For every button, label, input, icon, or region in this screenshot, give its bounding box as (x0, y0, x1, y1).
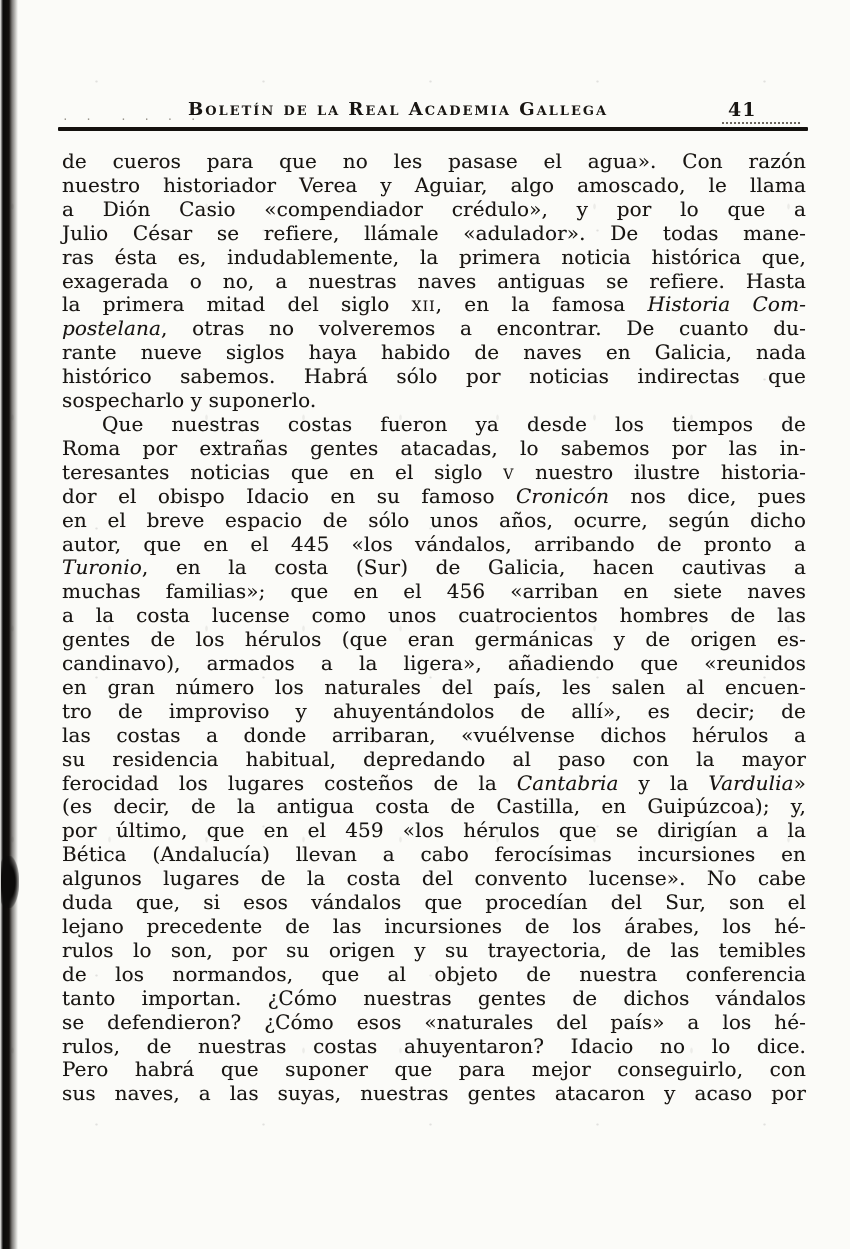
text-segment: nos dice, pues (609, 483, 806, 508)
running-head-title: Boletín de la Real Academia Gallega (188, 99, 609, 120)
text-segment: Roma por extrañas gentes atacadas, lo sabemos por las in- (62, 435, 806, 460)
text-line (62, 652, 806, 676)
text-line (62, 1058, 806, 1082)
text-line (62, 341, 806, 365)
text-line (62, 772, 806, 796)
text-segment: exagerada o no, a nuestras naves antiguas se refiere. Hasta (62, 268, 806, 293)
text-line (62, 724, 806, 748)
text-segment: ferocidad los lugares costeños de la (62, 770, 517, 795)
text-line (62, 1011, 806, 1035)
text-line (62, 700, 806, 724)
text-line (62, 198, 806, 222)
text-segment: rante nueve siglos haya habido de naves en Galicia, nada (62, 340, 806, 365)
text-segment: de cueros para que no les pasase el agua». Con razón (62, 149, 806, 173)
text-line (62, 389, 806, 413)
text-line (62, 676, 806, 700)
text-segment: lejano precedente de las incursiones de los árabes, los hé- (62, 914, 806, 938)
text-line (62, 748, 806, 772)
text-line (62, 939, 806, 963)
text-segment: rulos lo son, por su origen y su trayectoria, de las temibles (62, 937, 806, 962)
text-line (62, 628, 806, 652)
text-line (62, 293, 806, 317)
text-segment: (es decir, de la antigua costa de Castilla, en Guipúzcoa); y, (62, 794, 806, 819)
text-line (62, 222, 806, 246)
text-segment: la primera mitad del siglo (62, 292, 412, 317)
text-line (62, 174, 806, 198)
italic-text: Turonio (62, 555, 142, 580)
italic-text: Cronicón (516, 483, 610, 508)
text-line (62, 915, 806, 939)
text-segment: Pero habrá que suponer que para mejor conseguirlo, con (62, 1057, 806, 1082)
text-line (62, 867, 806, 891)
italic-text: Historia Com- (647, 292, 806, 317)
text-segment: , en la costa (Sur) de Galicia, hacen cautivas a (141, 555, 806, 580)
text-segment: muchas familias»; que en el 456 «arriban en siete naves (62, 579, 806, 604)
text-line (62, 365, 806, 389)
page-number: 41 (728, 99, 757, 121)
text-line (62, 485, 806, 509)
text-segment: en gran número los naturales del país, les salen al encuen- (62, 674, 806, 699)
text-line (62, 963, 806, 987)
text-line (62, 891, 806, 915)
text-line (62, 533, 806, 557)
text-line (62, 270, 806, 294)
text-segment: teresantes noticias que en el siglo (62, 459, 504, 484)
text-segment: nuestro historiador Verea y Aguiar, algo amoscado, le llama (62, 172, 806, 197)
text-line (62, 246, 806, 270)
text-segment: » (793, 770, 806, 795)
italic-text: postelana (62, 316, 162, 341)
text-segment: de los normandos, que al objeto de nuestra conferencia (62, 961, 806, 986)
text-line (62, 604, 806, 628)
header-rule (58, 127, 808, 131)
text-line (62, 987, 806, 1011)
text-segment: tro de improviso y ahuyentándolos de allí», es decir; de (62, 698, 806, 723)
text-segment: , en la famosa (435, 292, 648, 317)
italic-text: Vardulia (708, 770, 794, 795)
text-segment: y la (618, 770, 709, 795)
scan-artifact-dots: . . . . . . (62, 110, 202, 123)
text-segment: sospecharlo y suponerlo. (62, 388, 317, 413)
text-line (62, 819, 806, 843)
page-number-underline (722, 122, 800, 124)
text-segment: histórico sabemos. Habrá sólo por noticias indirectas que (62, 364, 806, 389)
text-line (62, 580, 806, 604)
text-segment: algunos lugares de la costa del convento lucense». No cabe (62, 866, 806, 891)
text-segment: su residencia habitual, depredando al paso con la mayor (62, 746, 806, 771)
text-segment: rulos, de nuestras costas ahuyentaron? Idacio no lo dice. (62, 1033, 806, 1058)
text-line (62, 509, 806, 533)
text-segment: Bética (Andalucía) llevan a cabo ferocísimas incursiones en (62, 842, 806, 867)
text-line (62, 413, 806, 437)
text-segment: Que nuestras costas fueron ya desde los tiempos de (102, 411, 806, 436)
paragraph (62, 150, 806, 413)
text-line (62, 437, 806, 461)
text-segment: las costas a donde arribaran, «vuélvense dichos hérulos a (62, 722, 806, 747)
text-segment: a Dión Casio «compendiador crédulo», y por lo que a (62, 196, 806, 221)
paragraph (62, 413, 806, 1106)
text-line (62, 461, 806, 485)
text-segment: en el breve espacio de sólo unos años, ocurre, según dicho (62, 507, 806, 532)
text-line (62, 556, 806, 580)
text-line (62, 150, 806, 174)
text-line (62, 795, 806, 819)
text-line (62, 843, 806, 867)
text-segment: se defendieron? ¿Cómo esos «naturales del país» a los hé- (62, 1009, 806, 1034)
text-segment: dor el obispo Idacio en su famoso (62, 483, 517, 508)
text-segment: tanto importan. ¿Cómo nuestras gentes de dichos vándalos (62, 985, 806, 1010)
text-line (62, 317, 806, 341)
italic-text: Cantabria (516, 770, 619, 795)
text-segment: candinavo), armados a la ligera», añadiendo que «reunidos (62, 651, 806, 676)
text-segment: sus naves, a las suyas, nuestras gentes atacaron y acaso por (62, 1081, 806, 1106)
book-binding-shadow (0, 0, 20, 1249)
body-text (62, 150, 806, 1106)
text-segment: nuestro ilustre historia- (514, 459, 806, 484)
text-segment: autor, que en el 445 «los vándalos, arribando de pronto a (62, 531, 806, 556)
binding-ink-blot (1, 856, 19, 908)
text-segment: Julio César se refiere, llámale «adulador». De todas mane- (62, 220, 806, 245)
text-segment: , otras no volveremos a encontrar. De cuanto du- (161, 316, 806, 341)
smallcaps-text: xii (411, 292, 436, 317)
text-segment: duda que, si esos vándalos que procedían del Sur, son el (62, 890, 806, 915)
text-segment: por último, que en el 459 «los hérulos que se dirigían a la (62, 818, 806, 843)
smallcaps-text: v (503, 459, 515, 484)
text-line (62, 1035, 806, 1059)
text-segment: a la costa lucense como unos cuatrocientos hombres de las (62, 603, 806, 628)
text-segment: gentes de los hérulos (que eran germánicas y de origen es- (62, 627, 806, 652)
text-segment: ras ésta es, indudablemente, la primera noticia histórica que, (62, 244, 806, 269)
text-line (62, 1082, 806, 1106)
